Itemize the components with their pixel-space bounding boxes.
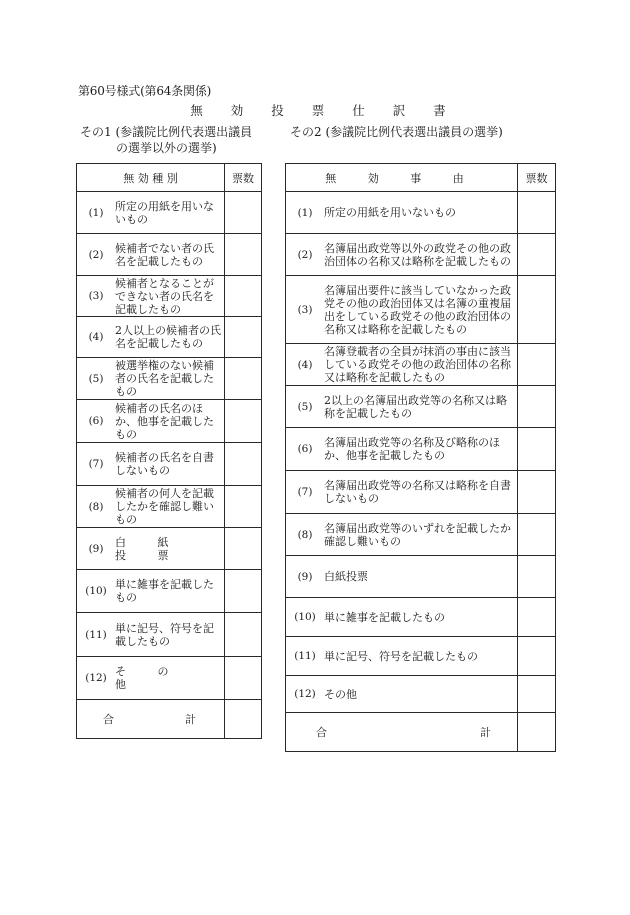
table-row [77,657,262,700]
total-label-right: 計 [185,713,196,726]
vote-count-cell[interactable] [518,428,556,471]
row-number: (7) [297,486,313,498]
section2-table [285,163,556,752]
vote-count-cell[interactable] [225,317,262,358]
total-row [286,713,556,752]
vote-count-cell[interactable] [518,598,556,637]
row-number: (2) [88,248,104,261]
vote-count-cell[interactable] [518,471,556,514]
vote-count-cell[interactable] [518,192,556,234]
row-text: 名簿届出政党等の名称又は略称を自書しないもの [324,479,511,505]
vote-count-cell[interactable] [225,613,262,657]
total-label-cell [286,713,518,752]
col-header-votes: 票数 [518,164,556,192]
row-number: (1) [88,206,104,219]
vote-count-cell[interactable] [518,556,556,598]
vote-count-cell[interactable] [518,276,556,344]
vote-count-cell[interactable] [225,400,262,443]
vote-count-cell[interactable] [518,344,556,386]
row-text: 候補者でない者の氏名を記載したもの [115,241,214,268]
table-row [77,276,262,317]
vote-count-cell[interactable] [518,234,556,276]
row-text: 単に記号、符号を記載したもの [324,649,478,663]
vote-count-cell[interactable] [518,514,556,556]
row-number: (4) [297,358,313,371]
row-text: 名簿届出政党等以外の政党その他の政治団体の名称又は略称を記載したもの [324,241,511,268]
row-number: (5) [297,400,313,413]
section1-table [76,163,262,739]
row-text: 名簿登載者の全員が抹消の事由に該当している政党その他の政治団体の名称又は略称を記載したもの [324,345,511,384]
form-number: 第60号様式(第64条関係) [78,84,212,98]
table-row [77,570,262,613]
vote-count-cell[interactable] [518,637,556,676]
section2-heading-line1: その2 (参議院比例代表選出議員の選挙) [290,125,503,139]
row-text: 白 紙 投 票 [115,535,183,562]
table-row [286,556,556,598]
row-number: (4) [88,331,104,343]
row-number: (8) [88,500,104,513]
table-row [77,192,262,234]
row-text: 単に雑事を記載したもの [115,578,214,604]
table-row [77,317,262,358]
table-row [286,234,556,276]
row-number: (7) [88,458,104,470]
vote-count-cell[interactable] [225,570,262,613]
vote-count-cell[interactable] [225,486,262,528]
row-text: 名簿届出要件に該当していなかった政党その他の政治団体又は名簿の重複届出をしている政党その他の政治団体の名称又は略称を記載したもの [324,283,511,336]
row-text: 単に雑事を記載したもの [324,610,445,624]
total-row [77,700,262,739]
row-text: 2人以上の候補者の氏名を記載したもの [115,324,221,350]
col-header-votes: 票数 [225,164,262,192]
row-text: 名簿届出政党等のいずれを記載したか確認し難いもの [324,521,511,548]
vote-count-cell[interactable] [518,386,556,428]
col-header-reason-text: 無 効 事 由 [325,171,478,185]
row-text: 所定の用紙を用いないもの [115,199,214,226]
col-header-type: 無 効 種 別 [77,164,225,192]
row-number: (12) [85,672,107,684]
row-text: 候補者の氏名を自書しないもの [115,451,214,477]
vote-count-cell[interactable] [225,192,262,234]
total-count-cell[interactable] [518,713,556,752]
row-number: (9) [88,542,104,555]
table-row [77,234,262,276]
table-row [77,528,262,570]
row-number: (12) [294,688,316,700]
table-row [286,192,556,234]
section1-heading-line1: その1 (参議院比例代表選出議員 [80,125,253,139]
total-label-left: 合 [316,726,327,739]
row-number: (9) [297,570,313,583]
table-row [77,443,262,486]
row-number: (11) [294,650,316,662]
section2-heading [290,124,503,140]
section1-heading [80,124,252,156]
row-text: 候補者となることができない者の氏名を記載したもの [115,276,214,316]
table-header-row [286,164,556,192]
table-row [286,471,556,514]
row-number: (1) [297,206,313,219]
row-text: 候補者の氏名のほか、他事を記載したもの [115,401,214,441]
vote-count-cell[interactable] [225,443,262,486]
row-number: (6) [88,415,104,427]
row-number: (6) [297,443,313,455]
table-row [286,344,556,386]
section1-heading-line2: の選挙以外の選挙) [116,141,217,155]
row-number: (2) [297,248,313,261]
row-number: (10) [294,611,316,623]
row-number: (8) [297,528,313,541]
table-row [286,514,556,556]
row-text: 単に記号、符号を記載したもの [115,621,214,648]
row-number: (10) [85,585,107,597]
row-number: (11) [85,628,107,641]
row-text: 候補者の何人を記載したかを確認し難いもの [115,487,214,526]
table-row [286,276,556,344]
vote-count-cell[interactable] [225,234,262,276]
total-label-left: 合 [103,713,114,726]
row-text: 被選挙権のない候補者の氏名を記載したもの [115,359,214,398]
table-row [286,676,556,713]
total-count-cell[interactable] [225,700,262,739]
table-row [286,637,556,676]
col-header-reason [286,164,518,192]
row-text: 所定の用紙を用いないもの [324,206,456,219]
vote-count-cell[interactable] [225,657,262,700]
row-number: (3) [88,290,104,302]
table-header-row [77,164,262,192]
row-number: (3) [297,303,313,316]
vote-count-cell[interactable] [225,358,262,400]
table-row [77,486,262,528]
row-text: 2以上の名簿届出政党等の名称又は略称を記載したもの [324,393,507,420]
total-label-cell [77,700,225,739]
table-row [77,400,262,443]
vote-count-cell[interactable] [518,676,556,713]
document-title: 無 効 投 票 仕 訳 書 [190,103,458,118]
row-text: その他 [324,687,357,701]
vote-count-cell[interactable] [225,528,262,570]
row-text: そ の 他 [115,665,183,691]
row-number: (5) [88,372,104,385]
table-row [286,428,556,471]
total-label-right: 計 [480,726,491,739]
table-row [286,598,556,637]
table-row [77,613,262,657]
table-row [77,358,262,400]
table-row [286,386,556,428]
vote-count-cell[interactable] [225,276,262,317]
row-text: 名簿届出政党等の名称及び略称のほか、他事を記載したもの [324,436,500,462]
row-text: 白紙投票 [324,570,368,583]
